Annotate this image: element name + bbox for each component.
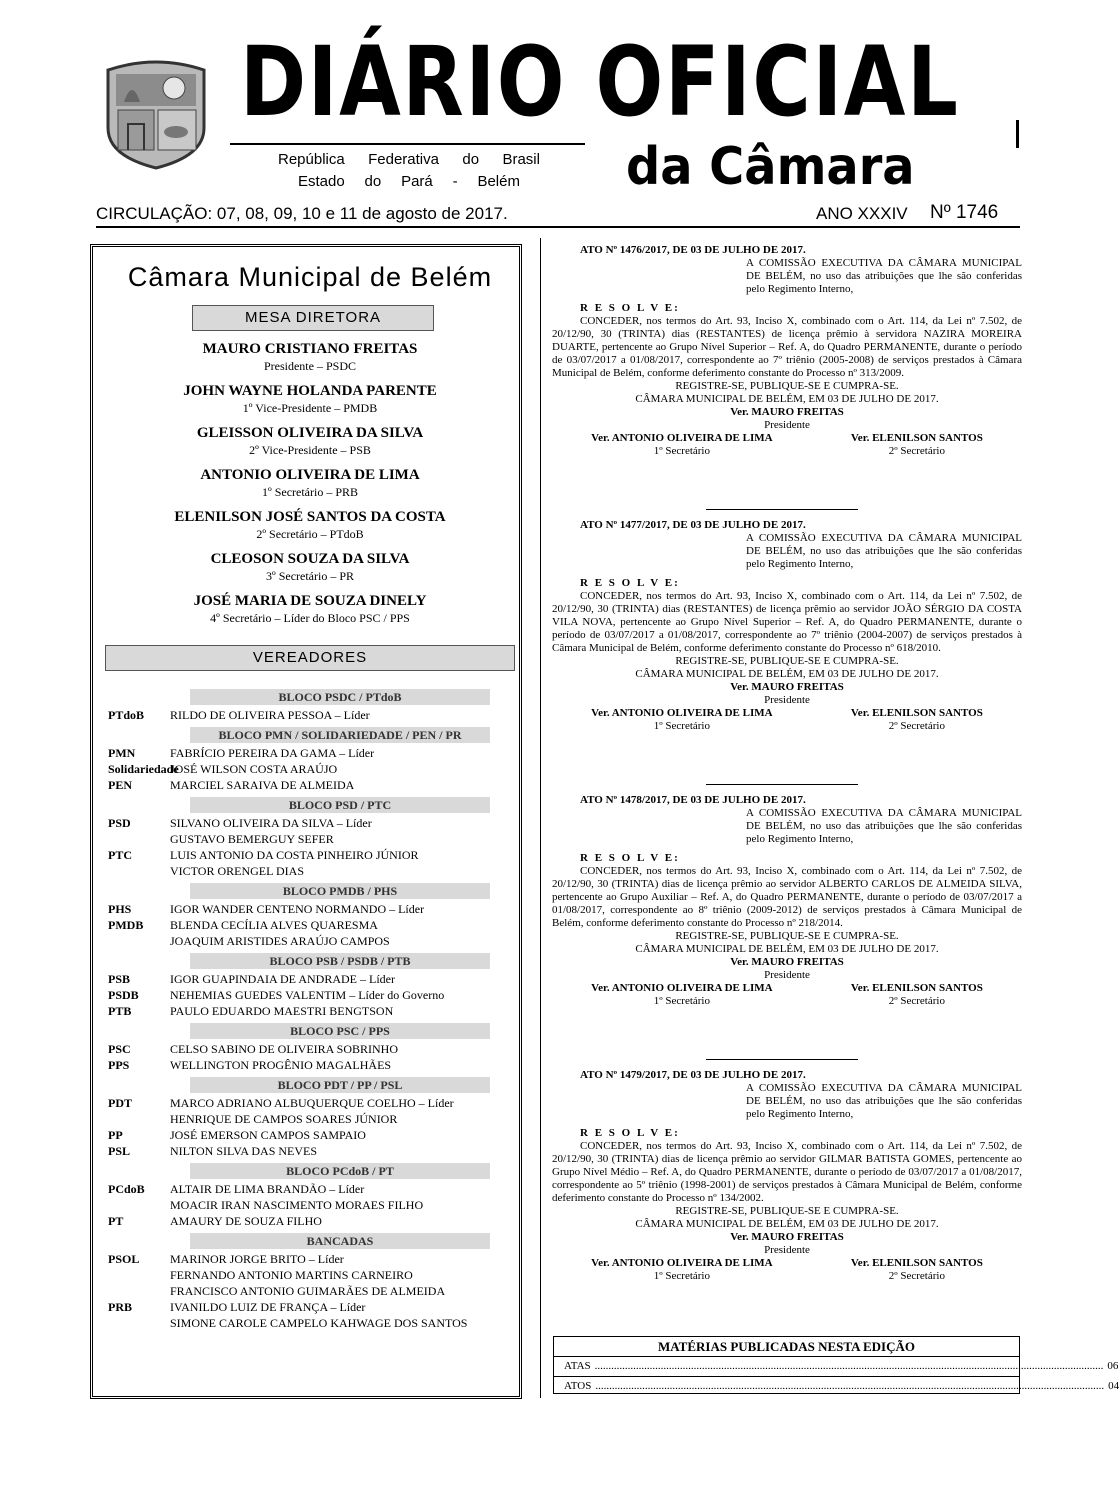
councillor-name: CELSO SABINO DE OLIVEIRA SOBRINHO: [170, 1042, 399, 1056]
member-name: GLEISSON OLIVEIRA DA SILVA: [196, 425, 424, 441]
councillor-name: VICTOR ORENGEL DIAS: [170, 864, 304, 878]
president-role: Presidente: [764, 419, 810, 431]
councillor-name: RILDO DE OLIVEIRA PESSOA – Líder: [170, 708, 370, 722]
masthead-rule-end: [1016, 120, 1019, 148]
councillor-name: BLENDA CECÍLIA ALVES QUARESMA: [170, 918, 378, 932]
second-secretary-role: 2º Secretário: [888, 720, 945, 732]
councillor-name: JOAQUIM ARISTIDES ARAÚJO CAMPOS: [170, 934, 390, 948]
act-separator: [706, 509, 858, 510]
secretaries-signatures: [552, 1257, 1022, 1283]
block-label: BLOCO PSB / PSDB / PTB: [190, 953, 490, 969]
first-secretary: [591, 982, 772, 1008]
act-separator: [706, 784, 858, 785]
party-code: PCdoB: [108, 1182, 145, 1196]
councillor-name: AMAURY DE SOUZA FILHO: [170, 1214, 322, 1228]
mesa-member: [130, 340, 490, 374]
masthead-title: DIÁRIO OFICIAL: [240, 26, 960, 138]
first-secretary-role: 1º Secretário: [653, 445, 710, 457]
act-place: CÂMARA MUNICIPAL DE BELÉM, EM 03 DE JULHO DE 2017.: [635, 1218, 939, 1230]
councillor-name: JOSÉ EMERSON CAMPOS SAMPAIO: [170, 1128, 366, 1142]
block-label: BLOCO PSD / PTC: [190, 797, 490, 813]
member-role: 2º Vice-Presidente – PSB: [249, 443, 371, 457]
first-secretary-role: 1º Secretário: [653, 720, 710, 732]
act-header: ATO Nº 1479/2017, DE 03 DE JULHO DE 2017.: [580, 1069, 806, 1081]
first-secretary-name: Ver. ANTONIO OLIVEIRA DE LIMA: [591, 1257, 773, 1269]
act-header: ATO Nº 1478/2017, DE 03 DE JULHO DE 2017.: [580, 794, 806, 806]
masthead-rule: [230, 143, 585, 145]
block-label: BLOCO PCdoB / PT: [190, 1163, 490, 1179]
block-label: BLOCO PSC / PPS: [190, 1023, 490, 1039]
coat-of-arms-icon: [104, 58, 208, 170]
party-code: PDT: [108, 1096, 132, 1110]
councillor-name: LUIS ANTONIO DA COSTA PINHEIRO JÚNIOR: [170, 848, 419, 862]
column-divider: [540, 238, 541, 1398]
councillor-name: NEHEMIAS GUEDES VALENTIM – Líder do Governo: [170, 988, 445, 1002]
act-register: REGISTRE-SE, PUBLIQUE-SE E CUMPRA-SE.: [675, 1205, 899, 1217]
party-code: PPS: [108, 1058, 130, 1072]
councillor-name: IVANILDO LUIZ DE FRANÇA – Líder: [170, 1300, 366, 1314]
president-signature: Ver. MAURO FREITAS: [730, 681, 844, 693]
party-code: PSL: [108, 1144, 131, 1158]
act-block: [552, 794, 1022, 1008]
party-code: PSOL: [108, 1252, 140, 1266]
index-table: [553, 1336, 1119, 1394]
second-secretary-role: 2º Secretário: [888, 1270, 945, 1282]
councillor-name: ALTAIR DE LIMA BRANDÃO – Líder: [170, 1182, 365, 1196]
first-secretary-name: Ver. ANTONIO OLIVEIRA DE LIMA: [591, 432, 773, 444]
secretaries-signatures: [552, 432, 1022, 458]
councillor-name: FRANCISCO ANTONIO GUIMARÃES DE ALMEIDA: [170, 1284, 446, 1298]
councillor-name: MARINOR JORGE BRITO – Líder: [170, 1252, 344, 1266]
act-block: [552, 519, 1022, 733]
secretaries-signatures: [552, 707, 1022, 733]
second-secretary-name: Ver. ELENILSON SANTOS: [850, 982, 983, 994]
block-label: BANCADAS: [190, 1233, 490, 1249]
party-code: PTB: [108, 1004, 132, 1018]
first-secretary-name: Ver. ANTONIO OLIVEIRA DE LIMA: [591, 707, 773, 719]
circulation-line: CIRCULAÇÃO: 07, 08, 09, 10 e 11 de agosto de 2017.: [96, 204, 508, 223]
member-role: 4º Secretário – Líder do Bloco PSC / PPS: [210, 611, 410, 625]
president-role: Presidente: [764, 969, 810, 981]
councillor-name: FABRÍCIO PEREIRA DA GAMA – Líder: [170, 746, 375, 760]
act-context: A COMISSÃO EXECUTIVA DA CÂMARA MUNICIPAL DE BELÉM, no uso das atribuições que lhe são conferidas pelo Regimento Interno,: [746, 532, 1022, 570]
masthead-divider: [96, 226, 1020, 228]
act-resolve: R E S O L V E:: [580, 577, 680, 589]
act-header: ATO Nº 1476/2017, DE 03 DE JULHO DE 2017.: [580, 244, 806, 256]
mesa-member: [130, 466, 490, 500]
councillor-name: NILTON SILVA DAS NEVES: [170, 1144, 318, 1158]
councillor-name: FERNANDO ANTONIO MARTINS CARNEIRO: [170, 1268, 413, 1282]
act-body: CONCEDER, nos termos do Art. 93, Inciso X, combinado com o Art. 114, da Lei nº 7.502, de 20/12/90, 30 (TRINTA) dias (RESTANTES) de licença prêmio ao servidor JOÃO SÉRGIO DA COSTA VILA NOVA, pertencente ao Grupo Nível Superior – Ref. A, do Quadro PERMANENTE, durante o período de 03/07/2017 a 01/08/2017, correspondente ao 7º triênio (2004-2007) de serviços prestados à Câmara Municipal de Belém, conforme deferimento constante do Processo nº 618/2010.: [552, 590, 1022, 654]
masthead-subtitle: da Câmara: [626, 137, 915, 197]
act-block: [552, 244, 1022, 458]
party-code: PSC: [108, 1042, 131, 1056]
councillor-name: MOACIR IRAN NASCIMENTO MORAES FILHO: [170, 1198, 424, 1212]
act-block: [552, 1069, 1022, 1283]
secretaries-signatures: [552, 982, 1022, 1008]
member-role: 1º Vice-Presidente – PMDB: [242, 401, 378, 415]
member-role: Presidente – PSDC: [263, 359, 356, 373]
block-label: BLOCO PMN / SOLIDARIEDADE / PEN / PR: [190, 727, 490, 743]
first-secretary-name: Ver. ANTONIO OLIVEIRA DE LIMA: [591, 982, 773, 994]
party-code: PP: [108, 1128, 123, 1142]
vereadores-label: VEREADORES: [105, 645, 515, 671]
act-register: REGISTRE-SE, PUBLIQUE-SE E CUMPRA-SE.: [675, 655, 899, 667]
member-name: ANTONIO OLIVEIRA DE LIMA: [200, 467, 420, 483]
party-code: Solidariedade: [108, 762, 179, 776]
president-signature: Ver. MAURO FREITAS: [730, 1231, 844, 1243]
first-secretary-role: 1º Secretário: [653, 995, 710, 1007]
councillor-name: IGOR GUAPINDAIA DE ANDRADE – Líder: [170, 972, 395, 986]
councillor-name: IGOR WANDER CENTENO NORMANDO – Líder: [170, 902, 425, 916]
councillor-name: PAULO EDUARDO MAESTRI BENGTSON: [170, 1004, 394, 1018]
first-secretary-role: 1º Secretário: [653, 1270, 710, 1282]
councillor-name: SILVANO OLIVEIRA DA SILVA – Líder: [170, 816, 372, 830]
act-resolve: R E S O L V E:: [580, 302, 680, 314]
act-resolve: R E S O L V E:: [580, 1127, 680, 1139]
act-context: A COMISSÃO EXECUTIVA DA CÂMARA MUNICIPAL DE BELÉM, no uso das atribuições que lhe são conferidas pelo Regimento Interno,: [746, 257, 1022, 295]
councillor-name: JOSÉ WILSON COSTA ARAÚJO: [170, 762, 338, 776]
party-code: PTC: [108, 848, 132, 862]
president-signature: Ver. MAURO FREITAS: [730, 406, 844, 418]
act-place: CÂMARA MUNICIPAL DE BELÉM, EM 03 DE JULHO DE 2017.: [635, 943, 939, 955]
act-context: A COMISSÃO EXECUTIVA DA CÂMARA MUNICIPAL DE BELÉM, no uso das atribuições que lhe são conferidas pelo Regimento Interno,: [746, 1082, 1022, 1120]
party-code: PRB: [108, 1300, 132, 1314]
state-line: Estado do Pará - Belém: [298, 173, 520, 190]
second-secretary: [851, 432, 983, 458]
councillor-name: MARCO ADRIANO ALBUQUERQUE COELHO – Líder: [170, 1096, 454, 1110]
member-role: 3º Secretário – PR: [265, 569, 355, 583]
first-secretary: [591, 1257, 772, 1283]
member-role: 1º Secretário – PRB: [261, 485, 359, 499]
first-secretary: [591, 707, 772, 733]
act-place: CÂMARA MUNICIPAL DE BELÉM, EM 03 DE JULHO DE 2017.: [635, 668, 939, 680]
second-secretary: [851, 1257, 983, 1283]
party-code: PEN: [108, 778, 132, 792]
mesa-member: [130, 424, 490, 458]
party-code: PT: [108, 1214, 124, 1228]
first-secretary: [591, 432, 772, 458]
block-label: BLOCO PDT / PP / PSL: [190, 1077, 490, 1093]
camara-title: Câmara Municipal de Belém: [127, 262, 493, 292]
block-label: BLOCO PMDB / PHS: [190, 883, 490, 899]
mesa-member: [130, 592, 490, 626]
issue-number: Nº 1746: [930, 202, 999, 223]
councillor-name: HENRIQUE DE CAMPOS SOARES JÚNIOR: [170, 1112, 398, 1126]
act-resolve: R E S O L V E:: [580, 852, 680, 864]
president-role: Presidente: [764, 694, 810, 706]
member-name: ELENILSON JOSÉ SANTOS DA COSTA: [174, 509, 446, 525]
councillor-name: GUSTAVO BEMERGUY SEFER: [170, 832, 334, 846]
act-body: CONCEDER, nos termos do Art. 93, Inciso X, combinado com o Art. 114, da Lei nº 7.502, de 20/12/90, 30 (TRINTA) dias (RESTANTES) de licença prêmio à servidora NAZIRA MOREIRA DUARTE, pertencente ao Grupo Nível Superior – Ref. A, do Quadro PERMANENTE, durante o período de 03/07/2017 a 01/08/2017, correspondente ao 7º triênio (2005-2008) de serviços prestados à Câmara Municipal de Belém, conforme deferimento constante do Processo nº 313/2009.: [552, 315, 1022, 379]
member-name: JOHN WAYNE HOLANDA PARENTE: [183, 383, 437, 399]
member-name: CLEOSON SOUZA DA SILVA: [210, 551, 410, 567]
index-row: ATOS ......................................................................................................................................................................................... 04: [564, 1380, 1119, 1392]
year-label: ANO XXXIV: [816, 204, 908, 223]
act-body: CONCEDER, nos termos do Art. 93, Inciso X, combinado com o Art. 114, da Lei nº 7.502, de 20/12/90, 30 (TRINTA) dias de licença prêmio ao servidor ALBERTO CARLOS DE ALMEIDA SILVA, pertencente ao Grupo Auxiliar – Ref. A, do Quadro PERMANENTE, durante o período de 03/07/2017 a 01/08/2017, correspondente ao 8º triênio (2009-2012) de serviços prestados à Câmara Municipal de Belém, conforme deferimento constante do Processo nº 218/2014.: [552, 865, 1022, 929]
mesa-member: [130, 550, 490, 584]
councillor-name: SIMONE CAROLE CAMPELO KAHWAGE DOS SANTOS: [170, 1316, 468, 1330]
member-name: MAURO CRISTIANO FREITAS: [202, 341, 418, 357]
index-title: MATÉRIAS PUBLICADAS NESTA EDIÇÃO: [554, 1337, 1019, 1357]
councillor-name: WELLINGTON PROGÊNIO MAGALHÃES: [170, 1058, 392, 1072]
act-place: CÂMARA MUNICIPAL DE BELÉM, EM 03 DE JULHO DE 2017.: [635, 393, 939, 405]
party-code: PSB: [108, 972, 131, 986]
party-code: PMDB: [108, 918, 144, 932]
act-body: CONCEDER, nos termos do Art. 93, Inciso X, combinado com o Art. 114, da Lei nº 7.502, de 20/12/90, 30 (TRINTA) dias de licença prêmio ao servidor GILMAR BATISTA GOMES, pertencente ao Grupo Nível Médio – Ref. A, do Quadro PERMANENTE, durante o período de 03/07/2017 a 01/08/2017, correspondente ao 5º triênio (1998-2001) de serviços prestados à Câmara Municipal de Belém, conforme deferimento constante do Processo nº 134/2002.: [552, 1140, 1022, 1204]
party-code: PTdoB: [108, 708, 145, 722]
second-secretary: [851, 707, 983, 733]
mesa-member: [130, 508, 490, 542]
second-secretary-name: Ver. ELENILSON SANTOS: [850, 1257, 983, 1269]
president-role: Presidente: [764, 1244, 810, 1256]
councillor-name: MARCIEL SARAIVA DE ALMEIDA: [170, 778, 355, 792]
second-secretary-role: 2º Secretário: [888, 995, 945, 1007]
mesa-member: [130, 382, 490, 416]
party-code: PHS: [108, 902, 132, 916]
republic-line: República Federativa do Brasil: [278, 151, 540, 168]
act-separator: [706, 1059, 858, 1060]
party-code: PSD: [108, 816, 131, 830]
second-secretary-role: 2º Secretário: [888, 445, 945, 457]
mesa-diretora-label: MESA DIRETORA: [192, 305, 434, 331]
act-register: REGISTRE-SE, PUBLIQUE-SE E CUMPRA-SE.: [675, 930, 899, 942]
party-code: PMN: [108, 746, 136, 760]
act-context: A COMISSÃO EXECUTIVA DA CÂMARA MUNICIPAL DE BELÉM, no uso das atribuições que lhe são conferidas pelo Regimento Interno,: [746, 807, 1022, 845]
act-header: ATO Nº 1477/2017, DE 03 DE JULHO DE 2017.: [580, 519, 806, 531]
second-secretary-name: Ver. ELENILSON SANTOS: [850, 432, 983, 444]
act-register: REGISTRE-SE, PUBLIQUE-SE E CUMPRA-SE.: [675, 380, 899, 392]
member-role: 2º Secretário – PTdoB: [256, 527, 364, 541]
index-row: ATAS ......................................................................................................................................................................................... 06: [554, 1357, 1019, 1377]
second-secretary: [851, 982, 983, 1008]
party-code: PSDB: [108, 988, 139, 1002]
president-signature: Ver. MAURO FREITAS: [730, 956, 844, 968]
block-label: BLOCO PSDC / PTdoB: [190, 689, 490, 705]
member-name: JOSÉ MARIA DE SOUZA DINELY: [193, 593, 427, 609]
second-secretary-name: Ver. ELENILSON SANTOS: [850, 707, 983, 719]
